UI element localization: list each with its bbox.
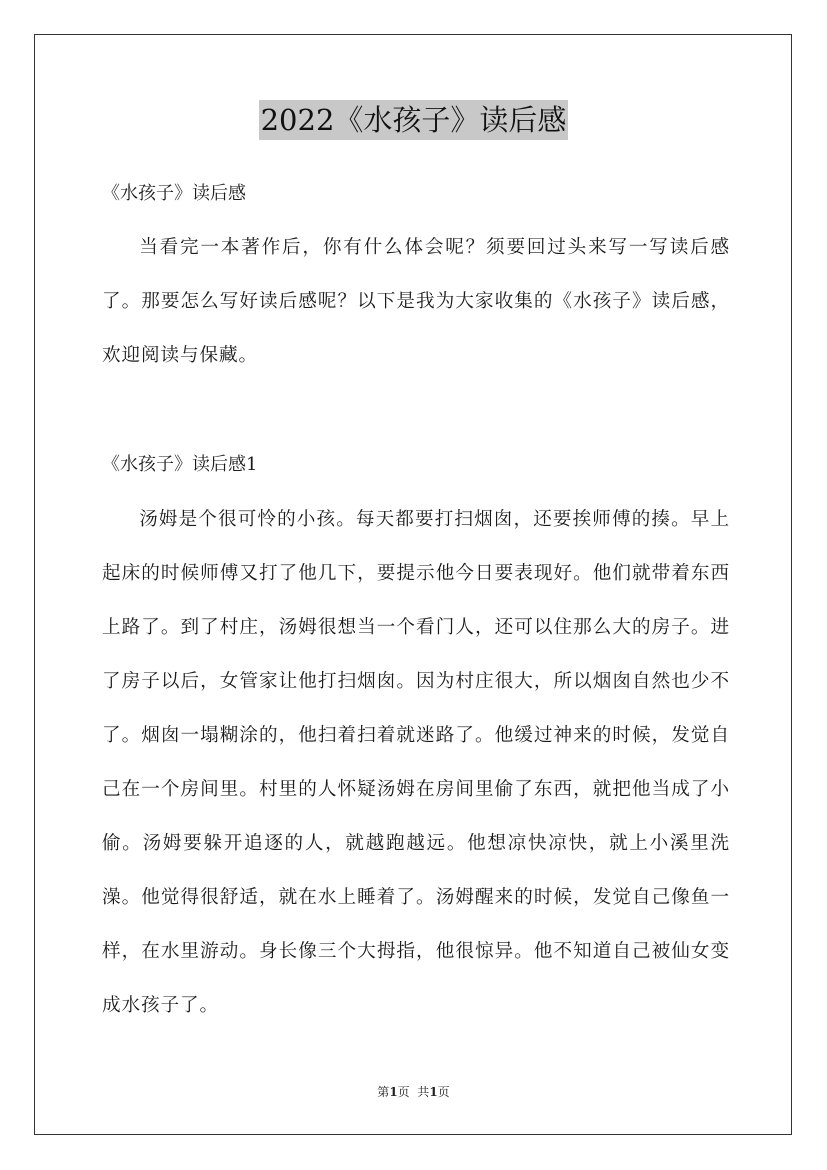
section1-paragraph: 汤姆是个很可怜的小孩。每天都要打扫烟囱，还要挨师傅的揍。早上起床的时候师傅又打了他几下，要提示他今日要表现好。他们就带着东西上路了。到了村庄，汤姆很想当一个看门人，还可以住那么大的房子。进了房子以后，女管家让他打扫烟囱。因为村庄很大，所以烟囱自然也少不了。烟囱一塌糊涂的，他扫着扫着就迷路了。他缓过神来的时候，发觉自己在一个房间里。村里的人怀疑汤姆在房间里偷了东西，就把他当成了小偷。汤姆要躲开追逐的人，就越跑越远。他想凉快凉快，就上小溪里洗澡。他觉得很舒适，就在水上睡着了。汤姆醒来的时候，发觉自己像鱼一样，在水里游动。身长像三个大拇指，他很惊异。他不知道自己被仙女变成水孩子了。 <box>102 509 730 1016</box>
intro-heading: 《水孩子》读后感 <box>102 183 246 204</box>
title-container <box>0 100 827 140</box>
footer-page-total: 1 <box>429 1085 438 1099</box>
footer-page-suffix: 页 <box>437 1085 450 1099</box>
section1-heading: 《水孩子》读后感1 <box>102 454 258 475</box>
footer-page-current: 1 <box>389 1085 398 1099</box>
page-footer <box>0 1084 827 1100</box>
footer-page-prefix: 第 <box>377 1085 390 1099</box>
intro-paragraph: 当看完一本著作后，你有什么体会呢？须要回过头来写一写读后感了。那要怎么写好读后感呢？以下是我为大家收集的《水孩子》读后感，欢迎阅读与保藏。 <box>102 237 730 366</box>
document-title: 2022《水孩子》读后感 <box>259 100 569 140</box>
footer-page-mid: 页 共 <box>397 1085 430 1099</box>
